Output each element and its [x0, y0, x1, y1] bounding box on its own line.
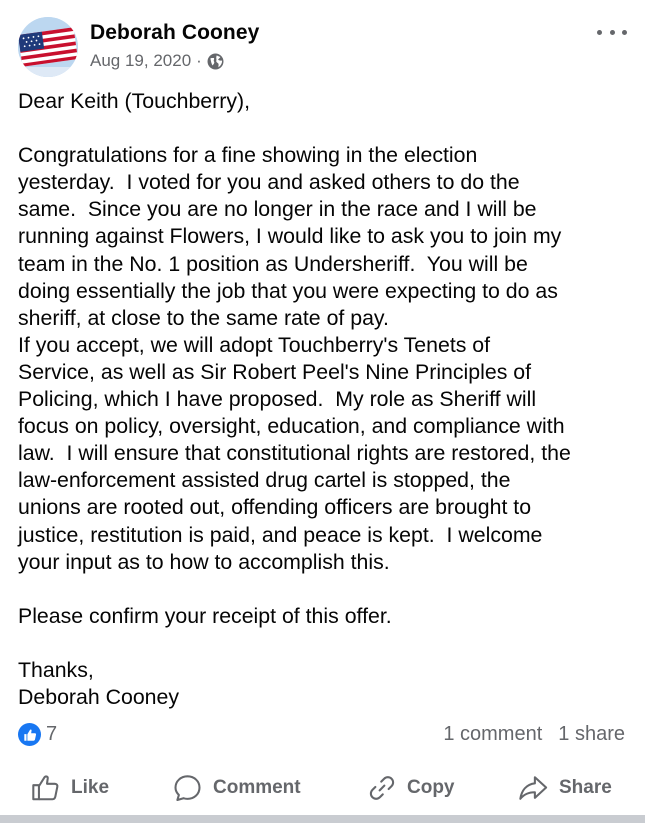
- post-meta: [90, 51, 224, 71]
- globe-icon: [207, 53, 224, 70]
- meta-separator: ·: [196, 51, 202, 70]
- post-body-line: Please confirm your receipt of this offer.: [18, 603, 392, 628]
- post-stats: [0, 720, 645, 752]
- reaction-summary[interactable]: [18, 723, 57, 746]
- post-body-line: Dear Keith (Touchberry),: [18, 89, 250, 113]
- avatar[interactable]: [18, 17, 78, 77]
- share-count-link[interactable]: 1 share: [558, 723, 625, 745]
- copy-button[interactable]: [367, 768, 455, 808]
- flag-avatar-image: [18, 17, 78, 77]
- post-body-line: doing essentially the job that you were expecting to do as: [18, 278, 558, 303]
- post-date[interactable]: Aug 19, 2020: [90, 51, 192, 70]
- post-header: [0, 0, 645, 80]
- share-label: Share: [559, 777, 612, 798]
- post-body-line: Policing, which I have proposed. My role as Sheriff will: [18, 387, 537, 412]
- post-body-line: Service, as well as Sir Robert Peel's Nine Principles of: [18, 359, 532, 384]
- post-body-line: unions are rooted out, offending officers are brought to: [18, 495, 532, 520]
- post-body-line: [18, 630, 630, 657]
- reaction-count: 7: [46, 723, 58, 745]
- post-body-line: team in the No. 1 position as Undersheriff. You will be: [18, 251, 528, 276]
- post-body-line: justice, restitution is paid, and peace is kept. I welcome: [18, 522, 543, 547]
- copy-label: Copy: [407, 777, 455, 798]
- like-button[interactable]: [30, 768, 109, 808]
- action-bar: [0, 768, 645, 808]
- post-body-line: If you accept, we will adopt Touchberry's Tenets of: [18, 332, 491, 357]
- more-options-icon[interactable]: [597, 22, 627, 42]
- like-label: Like: [71, 777, 110, 798]
- share-arrow-icon: [517, 773, 549, 803]
- comment-bubble-icon: [172, 773, 203, 803]
- author-name[interactable]: Deborah Cooney: [90, 21, 260, 44]
- feed-divider: [0, 815, 645, 823]
- post-body-line: sheriff, at close to the same rate of pay.: [18, 305, 389, 330]
- post-body-line: law-enforcement assisted drug cartel is stopped, the: [18, 468, 511, 493]
- post-body-line: yesterday. I voted for you and asked others to do the: [18, 170, 520, 195]
- share-button[interactable]: [517, 768, 612, 808]
- post-body-line: [18, 115, 630, 142]
- post-body-line: Thanks,: [18, 657, 94, 682]
- post-body-line: Congratulations for a fine showing in the election: [18, 143, 478, 168]
- thumbs-up-icon: [30, 773, 61, 803]
- comment-button[interactable]: [172, 768, 301, 808]
- comment-label: Comment: [213, 777, 301, 798]
- comment-count-link[interactable]: 1 comment: [443, 723, 543, 745]
- post-body-line: Deborah Cooney: [18, 685, 180, 710]
- post-body-line: [18, 576, 630, 603]
- post-body-text: [18, 88, 630, 711]
- post-body-line: same. Since you are no longer in the race and I will be: [18, 197, 537, 222]
- post-body-line: your input as to how to accomplish this.: [18, 549, 390, 574]
- post-body-line: running against Flowers, I would like to ask you to join my: [18, 224, 562, 249]
- link-icon: [367, 773, 397, 803]
- post-body-line: focus on policy, oversight, education, and compliance with: [18, 414, 565, 439]
- like-reaction-icon: [18, 723, 41, 746]
- post-body-line: law. I will ensure that constitutional rights are restored, the: [18, 441, 571, 466]
